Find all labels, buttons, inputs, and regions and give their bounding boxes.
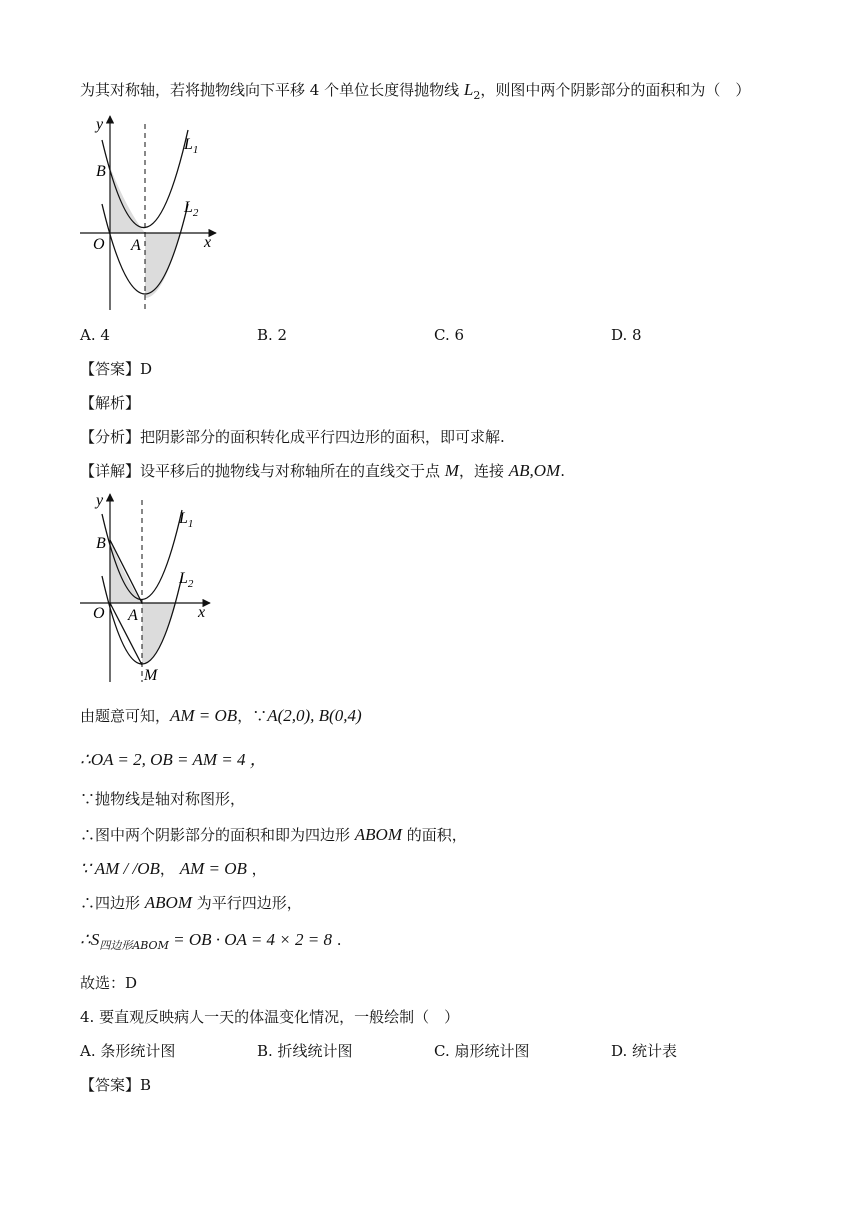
shaded-region-right [145,233,180,298]
q4-option-b[interactable]: B. 折线统计图 [257,1042,353,1060]
label-m: M [144,667,158,684]
q4-option-a[interactable]: A. 条形统计图 [80,1042,176,1060]
label-l2: L [184,199,193,216]
label-l2: L [179,570,188,587]
step-lengths: ∴OA = 2, OB = AM = 4 ， [80,750,267,769]
label-o: O [93,605,105,622]
q3-answer: 【答案】D [80,360,153,378]
label-l1-sub: 1 [192,144,199,156]
q3-choice: 故选：D [80,974,138,992]
label-a: A [131,237,141,254]
q3-jiexi: 【解析】 [80,394,141,412]
label-x: x [198,604,206,621]
q4-stem: 4. 要直观反映病人一天的体温变化情况，一般绘制（ ） [80,1008,460,1026]
q3-option-b[interactable]: B. 2 [257,326,288,344]
label-y: y [96,492,104,509]
step-area-calc: $\therefore S_{四边形ABOM}$ = OB · OA = 4 × 2 = 8 . [80,930,342,952]
label-b: B [96,535,106,552]
step-parallel: ∵ AM / /OB， AM = OB ， [80,859,267,878]
q4-option-d[interactable]: D. 统计表 [611,1042,678,1060]
label-l1: L [179,510,188,527]
label-l1-sub: 1 [187,518,194,530]
label-l1: L [184,136,193,153]
q3-detail: 【详解】设平移后的抛物线与对称轴所在的直线交于点 M，连接 AB,OM. [80,461,565,480]
label-a: A [128,607,138,624]
step-area-equals: ∴图中两个阴影部分的面积和即为四边形 ABOM 的面积， [80,825,467,844]
shaded-region-right [142,603,176,665]
q3-option-d[interactable]: D. 8 [611,326,642,344]
parabola-figure-1 [76,112,226,317]
label-y: y [96,116,104,133]
label-x: x [204,234,212,251]
q4-answer: 【答案】B [80,1076,152,1094]
parabola-figure-2 [76,490,226,690]
shaded-region-left [110,167,145,233]
q3-option-a[interactable]: A. 4 [80,326,110,344]
svg-text:L2 [178,570,194,590]
q3-analysis: 【分析】把阴影部分的面积转化成平行四边形的面积，即可求解. [80,428,505,446]
label-l2-sub: 2 [192,207,199,219]
q3-option-c[interactable]: C. 6 [434,326,465,344]
q3-stem: 为其对称轴，若将抛物线向下平移 4 个单位长度得抛物线 $L_2$，则图中两个阴影部分的面积和为（ ） [80,80,751,102]
svg-text:L1 [183,136,198,156]
q4-option-c[interactable]: C. 扇形统计图 [434,1042,530,1060]
svg-text:L1 [178,510,193,530]
step-symmetry: ∵抛物线是轴对称图形， [80,790,246,808]
label-l2-sub: 2 [187,578,194,590]
label-o: O [93,236,105,253]
step-given: 由题意可知，AM = OB，∵A(2,0), B(0,4) [80,706,362,725]
step-parallelogram: ∴四边形 ABOM 为平行四边形， [80,893,302,912]
label-b: B [96,163,106,180]
